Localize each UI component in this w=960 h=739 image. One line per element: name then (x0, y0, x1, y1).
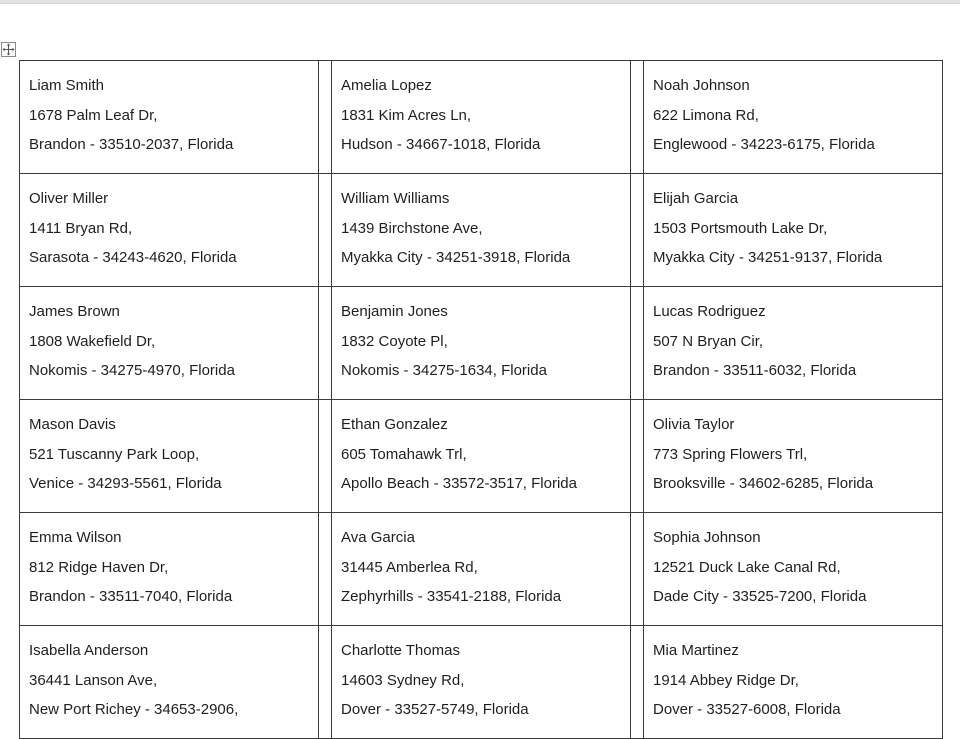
address-name: Emma Wilson (29, 529, 122, 546)
address-street: 521 Tuscanny Park Loop, (29, 445, 200, 463)
address-street: 31445 Amberlea Rd, (341, 558, 478, 576)
address-city: Dade City - 33525-7200, Florida (653, 588, 867, 605)
address-street: 812 Ridge Haven Dr, (29, 558, 169, 576)
address-block (332, 400, 630, 499)
address-street: 1808 Wakefield Dr, (29, 332, 156, 350)
address-city: Brandon - 33511-6032, Florida (653, 362, 857, 379)
address-block (644, 174, 942, 273)
address-block (332, 626, 630, 725)
label-spacer-cell (319, 174, 332, 287)
address-block (332, 174, 630, 273)
address-city: Sarasota - 34243-4620, Florida (29, 249, 237, 266)
label-spacer-cell (319, 513, 332, 626)
address-street: 14603 Sydney Rd, (341, 671, 465, 689)
address-label-cell[interactable] (332, 61, 631, 174)
address-block (644, 513, 942, 612)
address-name: Isabella Anderson (29, 642, 149, 659)
address-block (644, 626, 942, 725)
address-block (644, 400, 942, 499)
address-label-cell[interactable] (332, 174, 631, 287)
address-label-cell[interactable] (20, 626, 319, 739)
address-label-cell[interactable] (644, 61, 943, 174)
address-label-cell[interactable] (332, 626, 631, 739)
address-name: Mia Martinez (653, 642, 739, 659)
table-move-icon[interactable] (1, 42, 16, 57)
address-city: Apollo Beach - 33572-3517, Florida (341, 475, 577, 492)
address-city: Brandon - 33510-2037, Florida (29, 136, 234, 153)
address-label-cell[interactable] (644, 287, 943, 400)
address-name: William Williams (341, 190, 450, 207)
address-street: 773 Spring Flowers Trl, (653, 445, 808, 463)
address-city: Nokomis - 34275-1634, Florida (341, 362, 547, 379)
address-label-table (19, 60, 943, 739)
address-street: 12521 Duck Lake Canal Rd, (653, 558, 841, 576)
address-block (20, 61, 318, 160)
address-label-cell[interactable] (20, 513, 319, 626)
address-city: Brooksville - 34602-6285, Florida (653, 475, 874, 492)
address-name: Oliver Miller (29, 190, 109, 207)
address-name: Lucas Rodriguez (653, 303, 766, 320)
address-name: Elijah Garcia (653, 190, 739, 207)
address-city: Myakka City - 34251-3918, Florida (341, 249, 571, 266)
label-spacer-cell (319, 400, 332, 513)
address-label-cell[interactable] (20, 400, 319, 513)
address-city: Dover - 33527-6008, Florida (653, 701, 841, 718)
label-row (20, 400, 943, 513)
address-street: 605 Tomahawk Trl, (341, 445, 467, 463)
address-label-cell[interactable] (644, 400, 943, 513)
address-city: Hudson - 34667-1018, Florida (341, 136, 541, 153)
label-spacer-cell (319, 626, 332, 739)
address-name: Liam Smith (29, 77, 105, 94)
address-name: Ava Garcia (341, 529, 415, 546)
address-city: Englewood - 34223-6175, Florida (653, 136, 875, 153)
address-name: Olivia Taylor (653, 416, 735, 433)
address-street: 1678 Palm Leaf Dr, (29, 106, 158, 124)
address-street: 1831 Kim Acres Ln, (341, 106, 472, 124)
address-label-cell[interactable] (332, 400, 631, 513)
address-street: 622 Limona Rd, (653, 106, 759, 124)
address-block (20, 626, 318, 725)
address-block (20, 513, 318, 612)
address-name: Charlotte Thomas (341, 642, 460, 659)
label-spacer-cell (319, 61, 332, 174)
label-spacer-cell (631, 61, 644, 174)
address-block (20, 287, 318, 386)
label-spacer-cell (631, 626, 644, 739)
address-block (20, 174, 318, 273)
address-label-cell[interactable] (20, 61, 319, 174)
label-row (20, 513, 943, 626)
address-city: Nokomis - 34275-4970, Florida (29, 362, 235, 379)
address-street: 1503 Portsmouth Lake Dr, (653, 219, 828, 237)
address-block (644, 61, 942, 160)
address-label-cell[interactable] (332, 513, 631, 626)
label-spacer-cell (631, 174, 644, 287)
label-spacer-cell (631, 287, 644, 400)
address-city: Venice - 34293-5561, Florida (29, 475, 222, 492)
address-street: 507 N Bryan Cir, (653, 332, 764, 350)
address-city: New Port Richey - 34653-2906, (29, 701, 239, 718)
address-city: Myakka City - 34251-9137, Florida (653, 249, 883, 266)
label-row (20, 287, 943, 400)
address-label-cell[interactable] (332, 287, 631, 400)
address-name: Amelia Lopez (341, 77, 432, 94)
address-name: James Brown (29, 303, 120, 320)
address-label-cell[interactable] (20, 287, 319, 400)
label-spacer-cell (319, 287, 332, 400)
address-label-cell[interactable] (644, 174, 943, 287)
address-street: 36441 Lanson Ave, (29, 671, 158, 689)
address-name: Sophia Johnson (653, 529, 761, 546)
address-street: 1914 Abbey Ridge Dr, (653, 671, 799, 689)
address-street: 1439 Birchstone Ave, (341, 219, 483, 237)
label-row (20, 626, 943, 739)
address-city: Brandon - 33511-7040, Florida (29, 588, 233, 605)
address-label-cell[interactable] (20, 174, 319, 287)
address-name: Ethan Gonzalez (341, 416, 448, 433)
address-block (332, 287, 630, 386)
address-name: Mason Davis (29, 416, 116, 433)
address-name: Benjamin Jones (341, 303, 448, 320)
label-spacer-cell (631, 513, 644, 626)
label-row (20, 174, 943, 287)
address-block (20, 400, 318, 499)
address-block (332, 513, 630, 612)
address-street: 1832 Coyote Pl, (341, 332, 448, 350)
address-city: Dover - 33527-5749, Florida (341, 701, 529, 718)
address-block (332, 61, 630, 160)
address-block (644, 287, 942, 386)
address-city: Zephyrhills - 33541-2188, Florida (341, 588, 562, 605)
label-spacer-cell (631, 400, 644, 513)
page-top-edge (0, 0, 960, 4)
address-name: Noah Johnson (653, 77, 750, 94)
address-label-cell[interactable] (644, 513, 943, 626)
label-row (20, 61, 943, 174)
address-label-cell[interactable] (644, 626, 943, 739)
address-street: 1411 Bryan Rd, (29, 219, 133, 237)
